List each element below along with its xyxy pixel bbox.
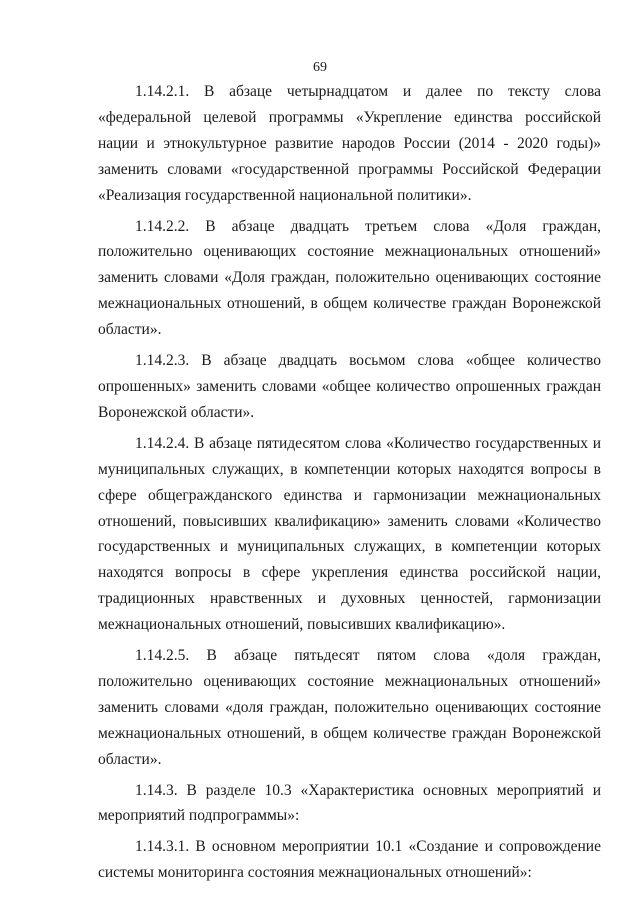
- paragraph-1-14-2-5: 1.14.2.5. В абзаце пятьдесят пятом слова «доля граждан, положительно оценивающих состояние межнациональных отношений» заменить словами «доля граждан, положительно оценивающих состояние межнациональных отношений, в общем количестве граждан Воронежской области».: [98, 647, 601, 768]
- paragraph-1-14-3: 1.14.3. В разделе 10.3 «Характеристика основных мероприятий и мероприятий подпрограммы»:: [98, 781, 601, 825]
- paragraph-1-14-2-1: 1.14.2.1. В абзаце четырнадцатом и далее по тексту слова «федеральной целевой программы «Укрепление единства российской нации и этнокультурное развитие народов России (2014 - 2020 годы)» заменить словами «государственной программы Российской Федерации «Реализация государственной национальной политики».: [98, 83, 601, 204]
- page-number: 69: [313, 60, 327, 75]
- paragraph-1-14-2-3: 1.14.2.3. В абзаце двадцать восьмом слова «общее количество опрошенных» заменить словами «общее количество опрошенных граждан Воронежской области».: [98, 352, 601, 421]
- paragraph-1-14-2-4: 1.14.2.4. В абзаце пятидесятом слова «Количество государственных и муниципальных служащих, в компетенции которых находятся вопросы в сфере общегражданского единства и гармонизации межнациональных отношений, повысивших квалификацию» заменить словами «Количество государственных и муниципальных служащих, в компетенции которых находятся вопросы в сфере укрепления единства российской нации, традиционных нравственных и духовных ценностей, гармонизации межнациональных отношений, повысивших квалификацию».: [98, 434, 601, 634]
- paragraph-1-14-3-1: 1.14.3.1. В основном мероприятии 10.1 «Создание и сопровождение системы мониторинга состояния межнациональных отношений»:: [98, 838, 601, 882]
- document-body: [98, 79, 601, 886]
- paragraph-1-14-2-2: 1.14.2.2. В абзаце двадцать третьем слова «Доля граждан, положительно оценивающих состояние межнациональных отношений» заменить словами «Доля граждан, положительно оценивающих состояние межнациональных отношений, в общем количестве граждан Воронежской области».: [98, 217, 601, 339]
